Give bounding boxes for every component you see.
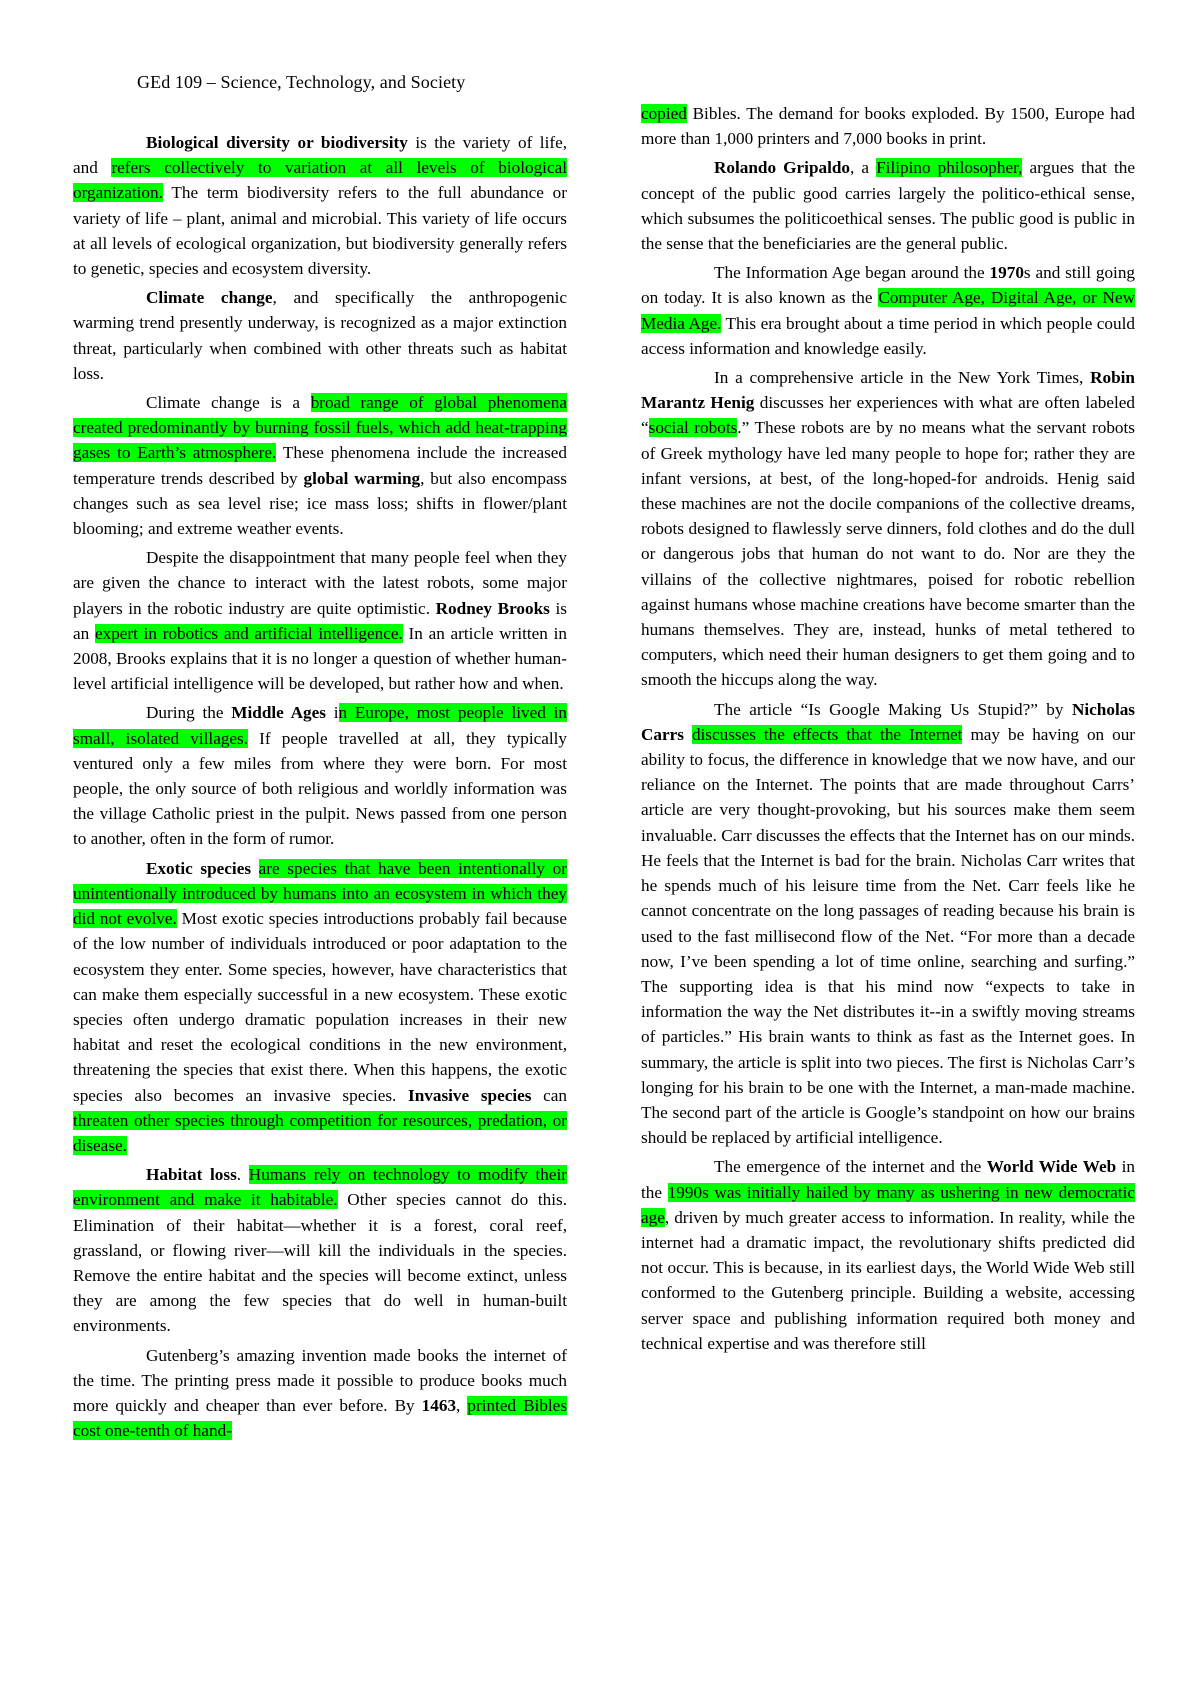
- body-text: The emergence of the internet and the: [714, 1157, 987, 1177]
- paragraph: [641, 1154, 1135, 1356]
- body-text: ,: [456, 1395, 468, 1415]
- bold-term: Rolando Gripaldo: [714, 158, 851, 178]
- paragraph: [73, 700, 567, 851]
- body-text: i: [325, 703, 339, 723]
- body-text: , driven by much greater access to information. In reality, while the internet had a dramatic impact, the revolutionary shifts predicted did not occur. This is because, in its earliest days, the World Wide Web still conformed to the Gutenberg principle. Building a website, accessing server space and publishing information required both money and technical expertise and was therefore still: [641, 1207, 1135, 1353]
- body-text: is the variety of life, and: [73, 133, 567, 178]
- bold-term: 1970: [989, 263, 1024, 283]
- paragraph: [641, 155, 1135, 256]
- left-column: [73, 130, 567, 1447]
- bold-term: Habitat loss: [146, 1165, 237, 1185]
- highlighted-text: copied: [641, 104, 687, 123]
- bold-term: 1463: [421, 1395, 457, 1415]
- highlighted-text: discusses the effects that the Internet: [691, 724, 963, 744]
- paragraph: [73, 130, 567, 281]
- bold-term: Middle Ages: [231, 703, 326, 723]
- body-text: discusses her experiences with what are often labeled “: [641, 393, 1135, 438]
- right-column: [641, 101, 1135, 1360]
- bold-term: Climate change: [146, 288, 273, 308]
- body-text: [684, 725, 692, 744]
- bold-term: Rodney Brooks: [435, 598, 550, 618]
- body-text: .: [236, 1165, 249, 1185]
- highlighted-text: Humans rely on technology to modify their environment and make it habitable.: [73, 1165, 567, 1210]
- body-text: Gutenberg’s amazing invention made books the internet of the time. The printing press made it possible to produce books much more quickly and cheaper than ever before. By: [73, 1345, 567, 1415]
- body-text: This era brought about a time period in which people could access information and knowledge easily.: [641, 313, 1135, 358]
- body-text: can: [531, 1085, 567, 1105]
- body-text: in the: [641, 1157, 1135, 1202]
- bold-term: Biological diversity or biodiversity: [146, 133, 408, 152]
- paragraph: [641, 697, 1135, 1151]
- body-text: The Information Age began around the: [714, 263, 990, 283]
- body-text: Bibles. The demand for books exploded. By 1500, Europe had more than 1,000 printers and 7,000 books in print.: [641, 104, 1135, 149]
- paragraph: [73, 390, 567, 541]
- body-text: These phenomena include the increased temperature trends described by: [73, 443, 567, 488]
- body-text: .” These robots are by no means what the servant robots of Greek mythology have led many people to hope for; rather they are infant versions, at best, of the long-hoped-for androids. Henig said these machines are not the docile companions of the collective dreams, robots designed to flawlessly serve dinners, fold clothes and do the dull or dangerous jobs that human do not want to do. Nor are they the villains of the collective nightmares, poised for robotic rebellion against humans whose machine creations have become smarter than the humans themselves. They are, instead, hunks of metal tethered to computers, which need their human designers to get them going and to smooth the hiccups along the way.: [641, 418, 1135, 690]
- highlighted-text: are species that have been intentionally or unintentionally introduced by humans into an ecosystem in which they did not evolve.: [73, 858, 567, 929]
- body-text: , but also encompass changes such as sea level rise; ice mass loss; shifts in flower/plant blooming; and extreme weather events.: [73, 468, 567, 539]
- paragraph: [73, 285, 567, 386]
- bold-term: Robin Marantz Henig: [641, 368, 1135, 413]
- highlighted-text: printed Bibles cost one-tenth of hand-: [73, 1395, 568, 1441]
- paragraph: [641, 101, 1135, 151]
- body-text: The article “Is Google Making Us Stupid?” by: [714, 699, 1072, 719]
- body-text: Despite the disappointment that many people feel when they are given the chance to interact with the latest robots, some major players in the robotic industry are quite optimistic.: [73, 548, 567, 618]
- highlighted-text: Computer Age, Digital Age, or New Media Age.: [641, 288, 1135, 333]
- body-text: In a comprehensive article in the New York Times,: [714, 368, 1091, 388]
- body-text: If people travelled at all, they typically ventured only a few miles from where they were born. For most people, the only source of both religious and worldly information was the village Catholic priest in the pulpit. News passed from one person to another, often in the form of rumor.: [73, 728, 567, 849]
- body-text: Other species cannot do this. Elimination of their habitat—whether it is a forest, coral reef, grassland, or flowing river—will kill the individuals in the species. Remove the entire habitat and the species will become extinct, unless they are among the few species that do well in human-built environments.: [73, 1190, 567, 1336]
- bold-term: Invasive species: [408, 1085, 532, 1105]
- bold-term: World Wide Web: [986, 1157, 1117, 1177]
- highlighted-text: expert in robotics and artificial intelligence.: [94, 623, 403, 643]
- paragraph: [641, 260, 1135, 361]
- body-text: , a: [850, 158, 877, 178]
- highlighted-text: n Europe, most people lived in small, isolated villages.: [73, 703, 567, 748]
- body-text: is an: [73, 598, 567, 643]
- body-text: Most exotic species introductions probably fail because of the low number of individuals introduced or poor adaptation to the ecosystem they enter. Some species, however, have characteristics that can make them especially successful in a new ecosystem. These exotic species often undergo dramatic population increases in their new habitat and reset the ecological conditions in the new environment, threatening the species that exist there. When this happens, the exotic species also becomes an invasive species.: [73, 909, 567, 1105]
- body-text: s and still going on today. It is also known as the: [641, 263, 1136, 308]
- body-text: The term biodiversity refers to the full abundance or variety of life – plant, animal and microbial. This variety of life occurs at all levels of ecological organization, but biodiversity generally refers to genetic, species and ecosystem diversity.: [73, 183, 567, 279]
- highlighted-text: social robots: [648, 418, 738, 438]
- page-header: GEd 109 – Science, Technology, and Society: [137, 72, 466, 92]
- highlighted-text: threaten other species through competition for resources, predation, or disease.: [73, 1110, 567, 1155]
- body-text: argues that the concept of the public good carries largely the politico-ethical sense, which subsumes the politicoethical senses. The public good is public in the sense that the beneficiaries are the general public.: [641, 158, 1135, 254]
- highlighted-text: broad range of global phenomena created predominantly by burning fossil fuels, which add heat-trapping gases to Earth’s atmosphere.: [73, 393, 567, 463]
- paragraph: [73, 856, 567, 1158]
- body-text: In an article written in 2008, Brooks explains that it is no longer a question of whether human-level artificial intelligence will be developed, but rather how and when.: [73, 623, 567, 694]
- highlighted-text: 1990s was initially hailed by many as ushering in new democratic age: [641, 1182, 1135, 1227]
- paragraph: [73, 545, 567, 696]
- bold-term: Nicholas Carrs: [641, 699, 1135, 744]
- body-text: During the: [146, 703, 232, 723]
- body-text: Climate change is a: [146, 393, 311, 413]
- body-text: [251, 859, 259, 878]
- paragraph: [641, 365, 1135, 693]
- body-text: may be having on our ability to focus, the difference in knowledge that we now have, and our reliance on the Internet. The points that are made throughout Carrs’ article are very thought-provoking, but his sources make them seem invaluable. Carr discusses the effects that the Internet has on our minds. He feels that the Internet is bad for the brain. Nicholas Carr writes that he spends much of his leisure time from the Net. Carr feels like he cannot concentrate on the long passages of reading because his brain is used to the fast millisecond flow of the Net. “For more than a decade now, I’ve been spending a lot of time online, searching and surfing.” The supporting idea is that his mind now “expects to take in information the way the Net distributes it--in a swiftly moving streams of particles.” His brain wants to think as fast as the Internet goes. In summary, the article is split into two pieces. The first is Nicholas Carr’s longing for his brain to be one with the Internet, a man-made machine. The second part of the article is Google’s standpoint on how our brains should be replaced by artificial intelligence.: [641, 724, 1136, 1148]
- bold-term: Exotic species: [146, 858, 252, 878]
- highlighted-text: Filipino philosopher,: [876, 158, 1023, 178]
- paragraph: [73, 1162, 567, 1338]
- bold-term: global warming: [303, 468, 421, 488]
- highlighted-text: refers collectively to variation at all levels of biological organization.: [73, 158, 567, 203]
- body-text: , and specifically the anthropogenic warming trend presently underway, is recognized as a major extinction threat, particularly when combined with other threats such as habitat loss.: [73, 288, 567, 383]
- paragraph: [73, 1343, 567, 1444]
